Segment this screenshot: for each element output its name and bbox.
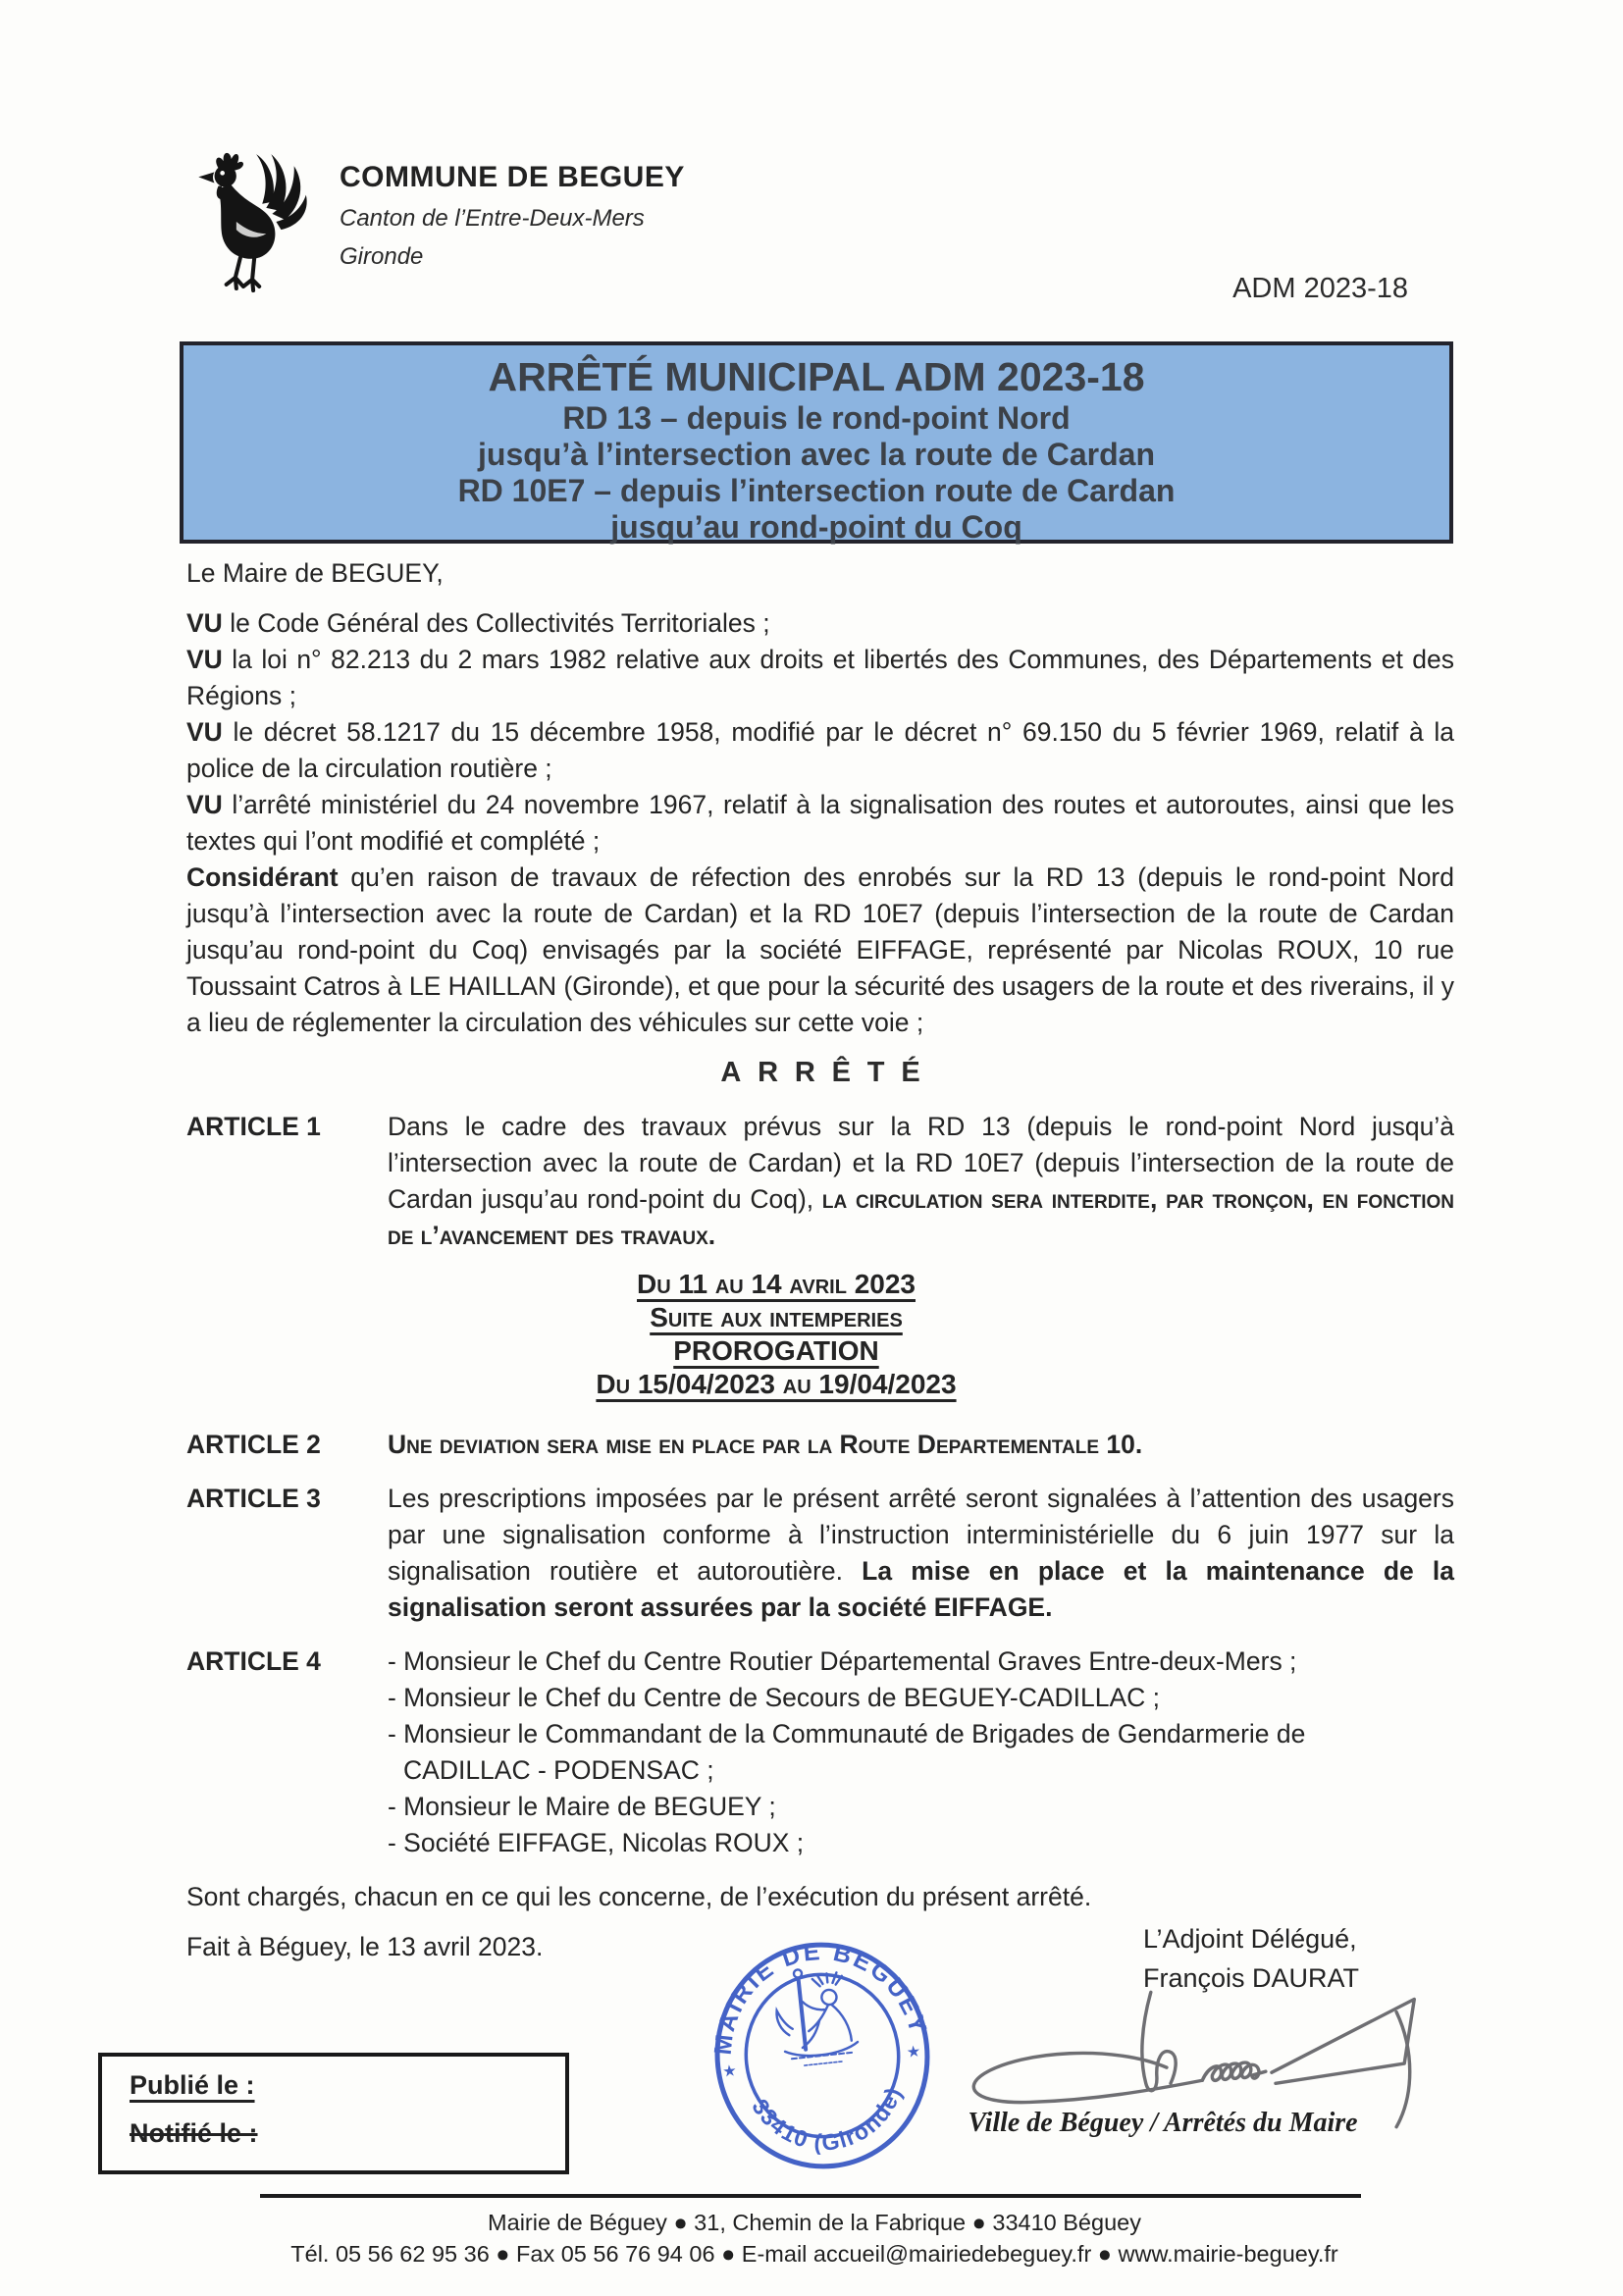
closing-statement: Sont chargés, chacun en ce qui les concerne, de l’exécution du présent arrêté. — [186, 1882, 1092, 1911]
article-1-smallcaps: la circulation sera interdite, par tronçon, en fonction de l’avancement des travaux. — [388, 1184, 1454, 1250]
vu-text: l’arrêté ministériel du 24 novembre 1967, relatif à la signalisation des routes et autoroutes, ainsi que les textes qui l’ont modifié et complété ; — [186, 790, 1454, 856]
date-line: PROROGATION — [673, 1335, 879, 1366]
article-2-label: ARTICLE 2 — [186, 1430, 321, 1459]
vu-clause — [186, 787, 1454, 860]
stamp-star-right: ★ — [905, 2042, 922, 2062]
salutation: Le Maire de BEGUEY, — [186, 558, 444, 588]
canton-name: Canton de l’Entre-Deux-Mers — [340, 205, 645, 232]
signatory-title: L’Adjoint Délégué, — [1143, 1924, 1357, 1954]
article-3-bold: La mise en place et la maintenance de la signalisation seront assurées par la société EIFFAGE. — [388, 1556, 1455, 1622]
document-body — [186, 555, 1454, 1965]
considerant-label: Considérant — [186, 862, 339, 892]
article-1-text — [388, 1109, 1454, 1254]
vu-clause — [186, 642, 1454, 714]
considerant-clause — [186, 860, 1454, 1041]
vu-label: VU — [186, 717, 223, 747]
rooster-logo-icon — [177, 135, 316, 302]
article-2 — [186, 1427, 1454, 1463]
commune-name: COMMUNE DE BEGUEY — [340, 161, 685, 193]
date-line: Du 15/04/2023 au 19/04/2023 — [596, 1369, 957, 1399]
vu-text: le Code Général des Collectivités Territoriales ; — [230, 608, 770, 638]
date-line: Du 11 au 14 avril 2023 — [637, 1269, 916, 1299]
article-3-label: ARTICLE 3 — [186, 1484, 321, 1513]
stamp-star-left: ★ — [721, 2061, 738, 2081]
place-and-date: Fait à Béguey, le 13 avril 2023. — [186, 1932, 544, 1961]
considerant-text: qu’en raison de travaux de réfection des enrobés sur la RD 13 (depuis le rond-point Nord jusqu’à l’intersection avec la route de Cardan) et la RD 10E7 (depuis l’intersection de la route de Cardan jusqu’au rond-point du Coq) envisagés par la société EIFFAGE, représenté par Nicolas ROUX, 10 rue Toussaint Catros à LE HAILLAN (Gironde), et que pour la sécurité des usagers de la route et des riverains, il y a lieu de réglementer la circulation des véhicules sur cette voie ; — [186, 862, 1454, 1037]
recipient-line: - Monsieur le Chef du Centre de Secours de BEGUEY-CADILLAC ; — [388, 1683, 1161, 1712]
mairie-stamp-icon — [697, 1926, 948, 2186]
title-main: ARRÊTÉ MUNICIPAL ADM 2023-18 — [488, 354, 1145, 399]
footer-divider — [260, 2194, 1361, 2198]
recipient-line: - Monsieur le Commandant de la Communauté de Brigades de Gendarmerie de — [388, 1719, 1306, 1748]
article-1-body: Dans le cadre des travaux prévus sur la RD 13 (depuis le rond-point Nord jusqu’à l’intersection avec la route de Cardan) et la RD 10E7 (depuis l’intersection de la route de Cardan jusqu’au rond-point du Coq), — [388, 1112, 1454, 1214]
vu-text: la loi n° 82.213 du 2 mars 1982 relative aux droits et libertés des Communes, des Départements et des Régions ; — [186, 645, 1454, 710]
vu-label: VU — [186, 608, 223, 638]
dates-block — [186, 1268, 1366, 1401]
article-3-text — [388, 1481, 1454, 1626]
title-box — [180, 341, 1453, 544]
header-identity — [340, 161, 685, 271]
vu-clause — [186, 714, 1454, 787]
title-sub-3: RD 10E7 – depuis l’intersection route de Cardan — [457, 473, 1176, 508]
notified-label: Notifié le : — [130, 2118, 258, 2148]
date-line: Suite aux intemperies — [650, 1302, 903, 1332]
departement-name: Gironde — [340, 243, 424, 270]
published-label: Publié le : — [130, 2070, 255, 2100]
vu-text: le décret 58.1217 du 15 décembre 1958, modifié par le décret n° 69.150 du 5 février 1969, relatif à la police de la circulation routière ; — [186, 717, 1454, 783]
recipient-line: - Société EIFFAGE, Nicolas ROUX ; — [388, 1828, 805, 1857]
vu-label: VU — [186, 645, 223, 674]
vu-clause — [186, 605, 1454, 642]
recipient-line: - Monsieur le Maire de BEGUEY ; — [388, 1792, 776, 1821]
article-1-label: ARTICLE 1 — [186, 1112, 321, 1141]
vu-label: VU — [186, 790, 223, 819]
recipient-line: - Monsieur le Chef du Centre Routier Départemental Graves Entre-deux-Mers ; — [388, 1646, 1297, 1676]
arrete-heading: ARRÊTÉ — [720, 1057, 937, 1088]
article-3 — [186, 1481, 1454, 1626]
title-sub-2: jusqu’à l’intersection avec la route de Cardan — [478, 437, 1155, 472]
title-sub-1: RD 13 – depuis le rond-point Nord — [562, 400, 1071, 436]
article-3-body: Les prescriptions imposées par le présent arrêté seront signalées à l’attention des usagers par une signalisation conforme à l’instruction interministérielle du 6 juin 1977 sur la signalisation routière et autoroutière. — [388, 1484, 1454, 1586]
article-4 — [186, 1644, 1454, 1861]
footer-contacts: Tél. 05 56 62 95 36 ● Fax 05 56 76 94 06 ● E-mail accueil@mairiedebeguey.fr ● www.mairie-beguey.fr — [290, 2241, 1338, 2267]
signatory-name: François DAURAT — [1143, 1963, 1360, 1993]
article-4-list — [388, 1644, 1454, 1861]
article-1 — [186, 1109, 1454, 1254]
article-2-smallcaps: Une deviation sera mise en place par la Route Departementale 10. — [388, 1430, 1143, 1459]
footer-address: Mairie de Béguey ● 31, Chemin de la Fabrique ● 33410 Béguey — [488, 2210, 1141, 2235]
signature-caption: Ville de Béguey / Arrêtés du Maire — [968, 2108, 1358, 2138]
article-2-text — [388, 1427, 1454, 1463]
recipient-line: CADILLAC - PODENSAC ; — [403, 1755, 714, 1785]
vu-block — [186, 605, 1454, 1041]
stamp-top-text: MAIRIE DE BEGUEY — [709, 1938, 932, 2057]
publish-box — [98, 2053, 569, 2174]
title-sub-4: jusqu’au rond-point du Coq — [610, 509, 1022, 545]
stamp-bottom-text: 33410 (Gironde) — [747, 2082, 908, 2156]
document-reference: ADM 2023-18 — [1232, 273, 1408, 304]
article-4-label: ARTICLE 4 — [186, 1646, 321, 1676]
